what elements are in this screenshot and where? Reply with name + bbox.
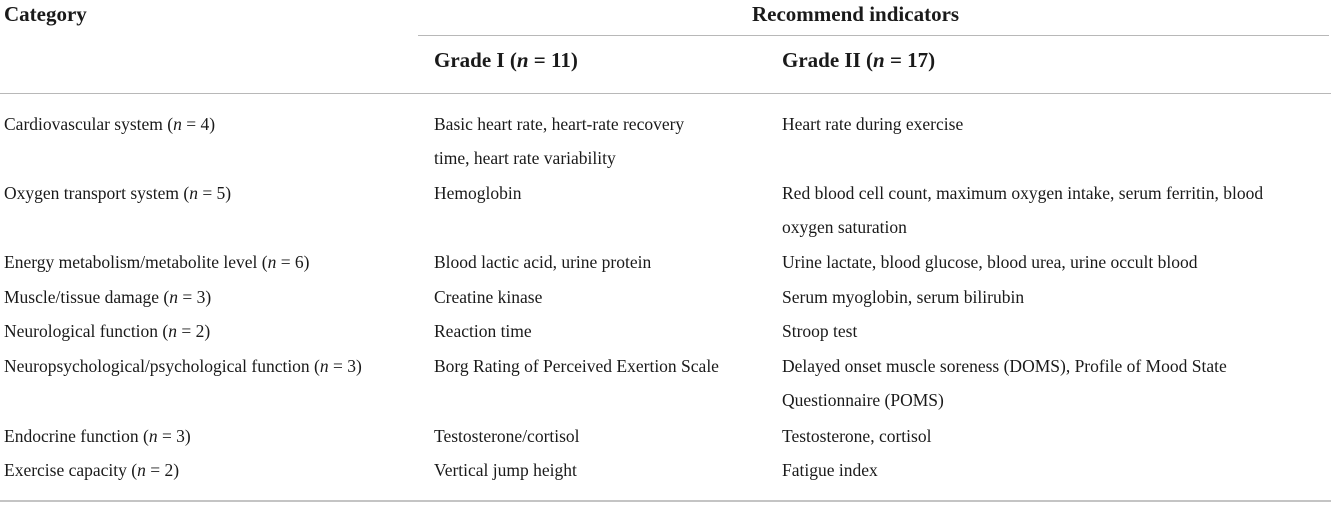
cell-line: Urine lactate, blood glucose, blood urea, urine occult blood <box>782 252 1198 272</box>
header-category: Category <box>4 2 87 26</box>
category-cell: Cardiovascular system (n = 4) <box>4 114 216 134</box>
category-cell: Oxygen transport system (n = 5) <box>4 183 232 203</box>
header-bottom-rule <box>0 93 1331 94</box>
grade-2-cell <box>782 314 857 348</box>
cell-line: oxygen saturation <box>782 217 907 237</box>
category-cell: Muscle/tissue damage (n = 3) <box>4 287 212 307</box>
cell-line: Vertical jump height <box>434 460 577 480</box>
category-cell: Exercise capacity (n = 2) <box>4 460 180 480</box>
grade-2-cell <box>782 453 878 487</box>
cell-line: Basic heart rate, heart-rate recovery <box>434 114 685 134</box>
category-cell: Endocrine function (n = 3) <box>4 426 191 446</box>
grade-1-cell <box>434 245 651 279</box>
cell-line: Stroop test <box>782 321 858 341</box>
grade-1-cell <box>434 107 684 175</box>
grade-1-cell <box>434 419 580 453</box>
cell-line: Creatine kinase <box>434 287 543 307</box>
header-recommend-indicators: Recommend indicators <box>752 2 960 26</box>
header-grade-1: Grade I (n = 11) <box>434 48 578 72</box>
category-cell: Neurological function (n = 2) <box>4 321 211 341</box>
category-cell: Neuropsychological/psychological function (n = 3) <box>4 356 362 376</box>
cell-line: Hemoglobin <box>434 183 522 203</box>
grade-2-cell <box>782 245 1198 279</box>
grade-1-cell <box>434 176 522 210</box>
cell-line: Serum myoglobin, serum bilirubin <box>782 287 1025 307</box>
table-bottom-rule <box>0 500 1331 502</box>
cell-line: Red blood cell count, maximum oxygen intake, serum ferritin, blood <box>782 183 1264 203</box>
cell-line: Reaction time <box>434 321 532 341</box>
grade-2-cell <box>782 349 1227 417</box>
cell-line: Blood lactic acid, urine protein <box>434 252 652 272</box>
cell-line: Borg Rating of Perceived Exertion Scale <box>434 356 719 376</box>
category-cell: Energy metabolism/metabolite level (n = 6) <box>4 252 310 272</box>
grade-1-cell <box>434 453 577 487</box>
header-sub-rule <box>418 35 1329 36</box>
cell-line: Questionnaire (POMS) <box>782 390 944 410</box>
grade-2-cell <box>782 419 931 453</box>
cell-line: Delayed onset muscle soreness (DOMS), Profile of Mood State <box>782 356 1227 376</box>
grade-1-cell <box>434 349 719 383</box>
cell-line: Fatigue index <box>782 460 878 480</box>
grade-2-cell <box>782 176 1263 244</box>
cell-line: Testosterone/cortisol <box>434 426 580 446</box>
cell-line: time, heart rate variability <box>434 148 616 168</box>
grade-2-cell <box>782 107 963 141</box>
grade-2-cell <box>782 280 1024 314</box>
grade-1-cell <box>434 280 542 314</box>
grade-1-cell <box>434 314 532 348</box>
cell-line: Heart rate during exercise <box>782 114 964 134</box>
header-grade-2: Grade II (n = 17) <box>782 48 936 72</box>
cell-line: Testosterone, cortisol <box>782 426 932 446</box>
